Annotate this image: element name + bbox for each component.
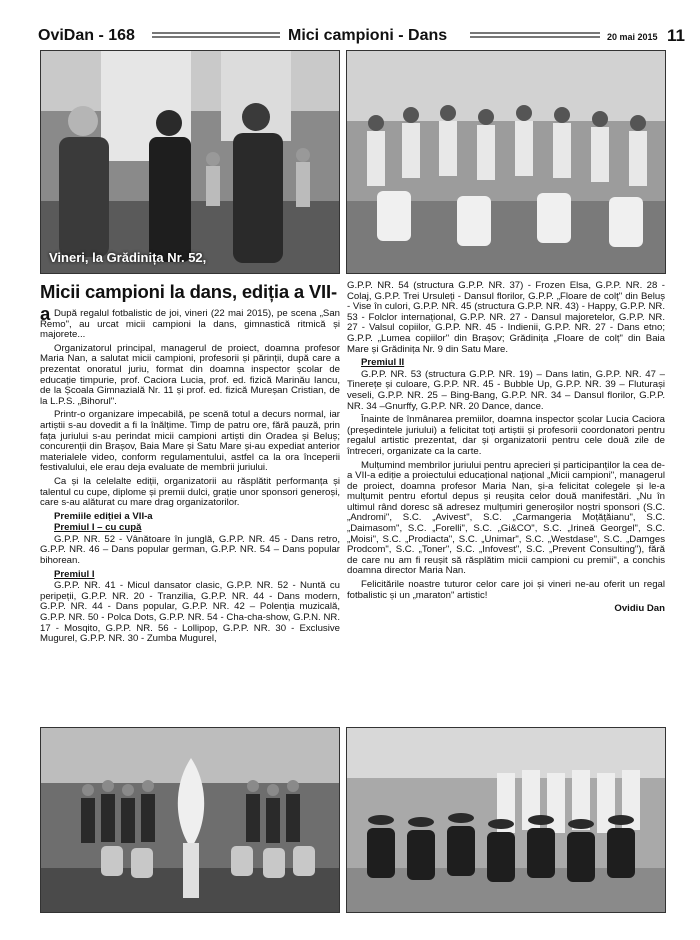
photo-jury-opening xyxy=(40,50,340,274)
photo-folk-dance-group xyxy=(346,50,666,274)
paragraph-event: Printr-o organizare impecabilă, pe scenă totul a decurs normal, iar artiștii s-au dovedit a fi la înălțime. Timp de patru ore, fără pauză, prin fața juriului s-au perindat micii campioni artiști din Oradea și Beluș; concurenții din Brașov, Baia Mare și Satu Mare și-au expediat anterior materialele video, conform regulamentului, astfel ca la ora începerii festivalului, ele erau deja evaluate de membrii juriului. xyxy=(40,409,340,474)
first-prize-list-continued: G.P.P. NR. 54 (structura G.P.P. NR. 37) - Frozen Elsa, G.P.P. NR. 28 - Colaj, G.P.P. Trei Ursuleți - Dansul florilor, G.P.P. „Floare de colț" din Beluș - Vise în culori, G.P.P. NR. 45 (structura G.P.P. NR. 43) - Happy, G.P.P. NR. 53 - Folclor internațional, G.P.P. NR. 27 - Dansul majoretelor, G.P.P. NR. 27 - Valsul copiilor, G.P.P. NR. 45 - Indienii, G.P.P. NR. 27 - Dans etno; G.P.P. „Lumea copiilor" din Brașov; Grădinița „Floare de colț" din Baia Mare și Grădinița Nr. 9 din Satu Mare. xyxy=(347,280,665,355)
cup-prize-list: G.P.P. NR. 52 - Vânătoare în junglă, G.P.P. NR. 45 - Dans retro, G.P.P. NR. 46 – Dans popular german, G.P.P. NR. 54 – Dans popular bihorean. xyxy=(40,533,340,567)
author-signature: Ovidiu Dan xyxy=(614,603,665,615)
page-header xyxy=(38,26,685,48)
paragraph-award-ceremony: Înainte de înmânarea premiilor, doamna inspector școlar Lucia Caciora (președintele juriului) a felicitat toți artiștii și profesorii coordonatori pentru regalul artistic prezentat, dar și organizatorii pentru cele două zile de întreceri, organizate ca la carte. xyxy=(347,414,665,457)
first-prize-list: G.P.P. NR. 41 - Micul dansator clasic, G.P.P. NR. 52 - Nuntă cu peripeții, G.P.P. NR. 20 - Tranzilia, G.P.P. NR. 44 - Dans modern, G.P.P. NR. 44 - Dans popular, G.P.P. NR. 42 – Polenția muzicală, G.P.P. NR. 50 - Polca Dots, G.P.P. NR. 54 - Cha-cha-show, G.P.N. NR. 17 - Mosqito, G.P.P. NR. 56 - Lollipop, G.P.P. NR. 30 - Exclusive Mugurel, G.P.P. NR. 30 - Zumba Mugurel, xyxy=(40,580,340,645)
section-title: Mici campioni - Dans xyxy=(288,27,448,44)
photo-caption: Vineri, la Grădinița Nr. 52, xyxy=(49,250,207,265)
article-column-1 xyxy=(40,309,340,648)
header-rule-right xyxy=(470,32,600,34)
paragraph-thanks: Mulțumind membrilor juriului pentru aprecieri și participanților la cea de-a VII-a ediție a proiectului educațional național „Micii campioni", managerul de proiect, doamna profesor Maria Nan, și-a felicitat colegele și le-a mulțumit pentru efortul depus și reușita celor două manifestări. „Nu în ultimul rând doresc să adresez mulțumiri generoșilor noștri sponsori (S.C. „Andromi", S.C. „Avivest", S.C. „Carmangeria Moțățăianu", S.C. „Daimasom", S.C. „Forelli", S.C. „Gi&CO", S.C. „Irineă Georgel", S.C. „Moisi", S.C. „Prodiacta", S.C. „Unimar", S.C. „Westdase", S.C. „Damges Prodcom", S.C. „Toner", S.C. „Infovest", S.C. „Prevent Consulting"), fără de care nu am fi reușit să răsplătim micii campioni cu premii", a conchis doamna director Maria Nan. xyxy=(347,459,665,577)
paragraph-sponsors: Ca și la celelalte ediții, organizatorii au răsplătit performanța și talentul cu cupe, diplome și premii dulci, grație unor sponsori generoși, care s-au alăturat cu mare drag organizatorilor. xyxy=(40,475,340,509)
photo-kids-hats-group xyxy=(346,727,666,913)
page-number: 11 xyxy=(667,26,685,45)
paragraph-closing: Felicitările noastre tuturor celor care joi și vineri ne-au oferit un regal fotbalistic și un „maraton" artistic! xyxy=(347,579,665,601)
article-column-2 xyxy=(347,281,665,615)
issue-date: 20 mai 2015 xyxy=(607,32,658,42)
publication-title: OviDan - 168 xyxy=(38,27,135,44)
cup-prize-heading: Premiul I – cu cupă xyxy=(54,522,142,534)
paragraph-organizer: Organizatorul principal, managerul de proiect, doamna profesor Maria Nan, a salutat micii campioni, profesorii și părinții, după care a prezentat onoratul juriu, format din doamna inspector școlar de educație timpurie, prof. Caciora Lucia, prof. ed. fizică Marinău Iancu, de la Școala Gimnazială Nr. 11 și prof. ed. fizică Mureșan Cristian, de la L.P.S. „Bihorul". xyxy=(40,342,340,407)
paragraph-intro: După regalul fotbalistic de joi, vineri (22 mai 2015), pe scena „San Remo", au urcat micii campioni la dans, gimnastică ritmică și majorete... xyxy=(40,308,340,341)
article-headline: Micii campioni la dans, ediția a VII-a xyxy=(40,281,337,324)
prizes-heading: Premiile ediției a VII-a xyxy=(54,510,153,522)
second-prize-list: G.P.P. NR. 53 (structura G.P.P. NR. 19) – Dans latin, G.P.P. NR. 47 – Tinerețe și culoare, G.P.P. NR. 45 - Bubble Up, G.P.P. NR. 39 – Fluturași veseli, G.P.P. NR. 25 – Bing-Bang, G.P.P. NR. 34 – Dansul florilor, G.P.P. NR. 34 –Gnurffy, G.P.P. NR. 20 Dance, dance. xyxy=(347,368,665,412)
photo-dancer-performance xyxy=(40,727,340,913)
first-prize-heading: Premiul I xyxy=(54,568,95,580)
header-rule-left xyxy=(152,32,280,34)
second-prize-heading: Premiul II xyxy=(361,357,405,369)
